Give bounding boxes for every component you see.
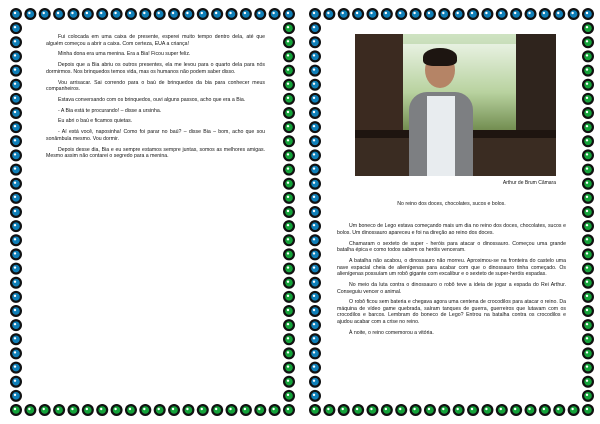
border-bead — [309, 263, 321, 275]
border-bead — [481, 404, 493, 416]
border-bead — [10, 277, 22, 289]
border-bead — [96, 404, 108, 416]
border-bead — [338, 404, 350, 416]
border-bead — [582, 319, 594, 331]
border-bead — [10, 93, 22, 105]
border-bead — [309, 248, 321, 260]
border-bead — [438, 404, 450, 416]
border-bead — [568, 404, 580, 416]
border-bead — [582, 79, 594, 91]
border-bead — [309, 178, 321, 190]
border-bead — [39, 404, 51, 416]
border-bead — [254, 404, 266, 416]
border-bead — [10, 8, 22, 20]
border-bead — [582, 291, 594, 303]
border-bead — [283, 234, 295, 246]
border-bead — [283, 263, 295, 275]
left-page-text — [46, 34, 265, 164]
border-bead — [424, 404, 436, 416]
border-bead — [10, 319, 22, 331]
border-bead — [309, 220, 321, 232]
border-bead — [338, 8, 350, 20]
border-bead — [582, 93, 594, 105]
border-bead — [309, 164, 321, 176]
border-bead — [582, 206, 594, 218]
border-bead — [240, 404, 252, 416]
border-bead — [283, 248, 295, 260]
border-bead — [553, 404, 565, 416]
border-bead — [283, 79, 295, 91]
border-bead — [283, 319, 295, 331]
border-bead — [10, 135, 22, 147]
border-bead — [10, 362, 22, 374]
border-bead — [10, 234, 22, 246]
border-bead — [24, 404, 36, 416]
border-bead — [309, 36, 321, 48]
border-bead — [283, 206, 295, 218]
border-bead — [352, 8, 364, 20]
paragraph: - Aí está você, naposinha! Como foi parar no baú? – disse Bia – bom, acho que sou sonâmbula mesmo. Vou dormir. — [46, 129, 265, 142]
border-bead — [582, 404, 594, 416]
border-bead — [309, 319, 321, 331]
border-bead — [438, 8, 450, 20]
border-bead — [582, 263, 594, 275]
border-bead — [352, 404, 364, 416]
border-bead — [283, 376, 295, 388]
border-bead — [10, 164, 22, 176]
border-bead — [525, 404, 537, 416]
border-bead — [283, 107, 295, 119]
right-page — [309, 8, 594, 416]
border-bead — [366, 8, 378, 20]
border-bead — [496, 404, 508, 416]
border-bead — [309, 135, 321, 147]
border-bead — [24, 8, 36, 20]
border-bead — [309, 93, 321, 105]
border-bead — [582, 347, 594, 359]
border-bead — [283, 404, 295, 416]
border-bead — [10, 305, 22, 317]
paragraph: Depois desse dia, Bia e eu sempre estamos sempre juntas, somos as melhores amigas. Mesmo assim não contarei o segredo para a menina. — [46, 146, 265, 160]
paragraph: Depois que a Bia abriu os outros presentes, ela me levou para o quarto dela para nós dormirmos. Nos brinquedos temos vida, mas os humanos não podem saber disso. — [46, 62, 265, 75]
border-bead — [510, 8, 522, 20]
border-bead — [254, 8, 266, 20]
border-bead — [154, 8, 166, 20]
border-bead — [283, 22, 295, 34]
border-bead — [395, 8, 407, 20]
border-bead — [283, 121, 295, 133]
border-bead — [10, 22, 22, 34]
border-bead — [10, 333, 22, 345]
border-bead — [10, 220, 22, 232]
border-bead — [67, 404, 79, 416]
border-bead — [96, 8, 108, 20]
border-bead — [309, 362, 321, 374]
paragraph: Estava conversando com os brinquedos, ouvi alguns passos, acho que era a Bia. — [58, 96, 246, 103]
border-bead — [53, 404, 65, 416]
border-bead — [582, 36, 594, 48]
border-bead — [582, 333, 594, 345]
border-bead — [10, 79, 22, 91]
border-bead — [283, 149, 295, 161]
border-bead — [323, 8, 335, 20]
border-bead — [582, 178, 594, 190]
border-bead — [10, 192, 22, 204]
border-bead — [309, 305, 321, 317]
border-bead — [539, 8, 551, 20]
border-bead — [582, 121, 594, 133]
border-bead — [309, 347, 321, 359]
border-bead — [309, 192, 321, 204]
border-bead — [283, 192, 295, 204]
border-bead — [410, 404, 422, 416]
border-bead — [381, 404, 393, 416]
border-bead — [283, 220, 295, 232]
border-bead — [283, 347, 295, 359]
border-bead — [525, 8, 537, 20]
paragraph: Chamaram o sexteto de super - heróis para atacar o dinossauro. Começou uma grande batalha épica e como todos sabem os heróis venceram. — [337, 240, 566, 254]
border-bead — [226, 404, 238, 416]
border-bead — [467, 404, 479, 416]
border-bead — [582, 65, 594, 77]
border-bead — [82, 404, 94, 416]
border-bead — [39, 8, 51, 20]
paragraph: Vou arrisacar. Sai correndo para o baú de brinquedos da bia para conhecer meus companheiros. — [46, 79, 265, 93]
border-bead — [283, 135, 295, 147]
border-bead — [283, 65, 295, 77]
paragraph: Fui colocada em uma caixa de presente, esperei muito tempo dentro dela, até que alguém começou a abrir a caixa. Com certeza, EUA a criança! — [46, 34, 265, 47]
border-bead — [269, 404, 281, 416]
border-bead — [111, 404, 123, 416]
border-bead — [10, 50, 22, 62]
border-bead — [309, 234, 321, 246]
border-bead — [67, 8, 79, 20]
border-bead — [410, 8, 422, 20]
border-bead — [182, 8, 194, 20]
border-bead — [582, 376, 594, 388]
border-bead — [309, 65, 321, 77]
border-bead — [582, 192, 594, 204]
border-bead — [125, 8, 137, 20]
border-bead — [496, 8, 508, 20]
border-bead — [366, 404, 378, 416]
paragraph: - A Bia está te procurando! – disse a ursinha. — [58, 107, 162, 114]
border-bead — [283, 305, 295, 317]
border-bead — [10, 347, 22, 359]
border-bead — [582, 8, 594, 20]
border-bead — [381, 8, 393, 20]
border-bead — [283, 362, 295, 374]
border-bead — [283, 36, 295, 48]
border-bead — [10, 149, 22, 161]
border-bead — [10, 36, 22, 48]
border-bead — [10, 178, 22, 190]
border-bead — [553, 8, 565, 20]
story-title: No reino dos doces, chocolates, sucos e bolos. — [397, 200, 506, 207]
border-bead — [283, 277, 295, 289]
border-bead — [139, 8, 151, 20]
photo-caption: Arthur de Brum Câmara — [502, 180, 556, 186]
border-bead — [582, 164, 594, 176]
border-bead — [154, 404, 166, 416]
border-bead — [168, 404, 180, 416]
border-bead — [582, 22, 594, 34]
border-bead — [309, 376, 321, 388]
border-bead — [582, 390, 594, 402]
border-bead — [309, 121, 321, 133]
border-bead — [283, 291, 295, 303]
paragraph: No meio da luta contra o dinossauro o robô teve a ideia de jogar a espada do Rei Arthur. Conseguiu vencer o animal. — [337, 281, 566, 295]
border-bead — [53, 8, 65, 20]
border-bead — [283, 333, 295, 345]
border-bead — [539, 404, 551, 416]
border-bead — [467, 8, 479, 20]
border-bead — [582, 220, 594, 232]
border-bead — [10, 376, 22, 388]
border-bead — [582, 248, 594, 260]
border-bead — [395, 404, 407, 416]
border-bead — [10, 291, 22, 303]
border-bead — [139, 404, 151, 416]
border-bead — [10, 65, 22, 77]
border-bead — [111, 8, 123, 20]
border-bead — [582, 277, 594, 289]
paragraph: O robô ficou sem bateria e chegava agora uma centena de crocodilos para atacar o reino. Da máquina de vídeo game quebrada, saíram tanques de guerra, guerreiros que lutavam com os crocodilos e barcos. Lembram do boneco de Lego? Entrou na batalha contra os crocodilos e ajudou acabar com a crise no reino. — [337, 299, 566, 326]
border-bead — [582, 234, 594, 246]
border-bead — [424, 8, 436, 20]
border-bead — [211, 8, 223, 20]
border-bead — [309, 291, 321, 303]
border-bead — [582, 149, 594, 161]
border-bead — [309, 390, 321, 402]
border-bead — [309, 404, 321, 416]
paragraph: À noite, o reino comemorou a vitória. — [349, 329, 434, 336]
border-bead — [309, 206, 321, 218]
left-page — [10, 8, 295, 416]
border-bead — [453, 404, 465, 416]
border-bead — [10, 206, 22, 218]
border-bead — [510, 404, 522, 416]
border-bead — [10, 107, 22, 119]
border-bead — [10, 248, 22, 260]
paragraph: Um boneco de Lego estava começando mais um dia no reino dos doces, chocolates, sucos e bolos. Um dinossauro apareceu e foi na direção ao reino dos doces. — [337, 223, 566, 236]
border-bead — [283, 178, 295, 190]
border-bead — [10, 404, 22, 416]
border-bead — [309, 50, 321, 62]
border-bead — [309, 107, 321, 119]
border-bead — [10, 263, 22, 275]
border-bead — [568, 8, 580, 20]
right-page-text — [337, 34, 566, 341]
border-bead — [240, 8, 252, 20]
border-bead — [10, 390, 22, 402]
border-bead — [283, 390, 295, 402]
border-bead — [226, 8, 238, 20]
border-bead — [453, 8, 465, 20]
border-bead — [283, 93, 295, 105]
paragraph: A batalha não acabou, o dinossauro não morreu. Aproximou-se na fronteira do castelo uma nave espacial cheia de alienígenas para acabar com que o dinossauro tinha começado. Os alienígenas possuíam um robô gigante com excalibur e o sexteto de super-heróis espadas. — [337, 257, 566, 278]
border-bead — [197, 8, 209, 20]
border-bead — [283, 164, 295, 176]
border-bead — [481, 8, 493, 20]
border-bead — [582, 107, 594, 119]
border-bead — [309, 79, 321, 91]
border-bead — [582, 305, 594, 317]
border-bead — [309, 149, 321, 161]
border-bead — [82, 8, 94, 20]
border-bead — [125, 404, 137, 416]
border-bead — [582, 362, 594, 374]
border-bead — [269, 8, 281, 20]
border-bead — [309, 8, 321, 20]
border-bead — [582, 135, 594, 147]
border-bead — [283, 50, 295, 62]
border-bead — [309, 277, 321, 289]
border-bead — [10, 121, 22, 133]
border-bead — [168, 8, 180, 20]
border-bead — [283, 8, 295, 20]
author-photo — [355, 34, 556, 176]
paragraph: Minha dona era uma menina. Era a Bia! Ficou super feliz. — [58, 51, 191, 58]
paragraph: Eu abri o baú e ficamos quietas. — [58, 118, 133, 125]
border-bead — [309, 333, 321, 345]
border-bead — [182, 404, 194, 416]
border-bead — [211, 404, 223, 416]
border-bead — [582, 50, 594, 62]
border-bead — [197, 404, 209, 416]
border-bead — [309, 22, 321, 34]
border-bead — [323, 404, 335, 416]
